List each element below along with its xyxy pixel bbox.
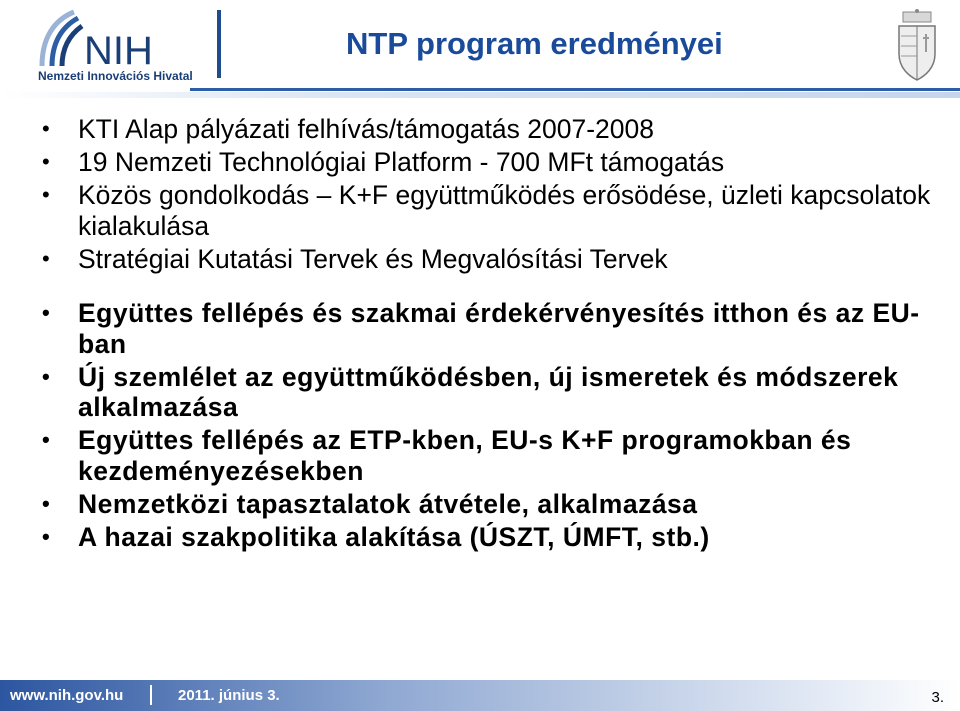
header-gradient-rule [0, 92, 960, 98]
bullet-item: • Stratégiai Kutatási Tervek és Megvalósítási Tervek [42, 244, 942, 275]
nih-logo-icon [34, 8, 184, 70]
footer-bar [0, 680, 960, 711]
bullet-item: • 19 Nemzeti Technológiai Platform - 700 MFt támogatás [42, 147, 942, 178]
page-title: NTP program eredményei [346, 26, 723, 61]
bullet-item: • Nemzetközi tapasztalatok átvétele, alkalmazása [42, 489, 942, 520]
bullet-item: • KTI Alap pályázati felhívás/támogatás 2007-2008 [42, 114, 942, 145]
bullet-item: • Együttes fellépés és szakmai érdekérvényesítés itthon és az EU-ban [42, 298, 942, 359]
footer-date: 2011. június 3. [178, 687, 280, 704]
crest-icon [893, 8, 941, 84]
bullet-item: • Együttes fellépés az ETP-kben, EU-s K+F programokban és kezdeményezésekben [42, 425, 942, 486]
logo-subtitle: Nemzeti Innovációs Hivatal [38, 69, 193, 83]
bullet-list-bold [42, 298, 942, 555]
header-divider [217, 10, 221, 78]
bullet-list [42, 114, 942, 277]
bullet-item: • A hazai szakpolitika alakítása (ÚSZT, ÚMFT, stb.) [42, 522, 942, 553]
logo-wordmark: NIH [84, 29, 153, 70]
page-number: 3. [931, 689, 944, 706]
header-rule [190, 88, 960, 91]
footer-url[interactable]: www.nih.gov.hu [10, 687, 124, 704]
bullet-item: • Új szemlélet az együttműködésben, új ismeretek és módszerek alkalmazása [42, 362, 942, 423]
bullet-item: • Közös gondolkodás – K+F együttműködés erősödése, üzleti kapcsolatok kialakulása [42, 180, 942, 241]
footer-divider [150, 685, 152, 705]
